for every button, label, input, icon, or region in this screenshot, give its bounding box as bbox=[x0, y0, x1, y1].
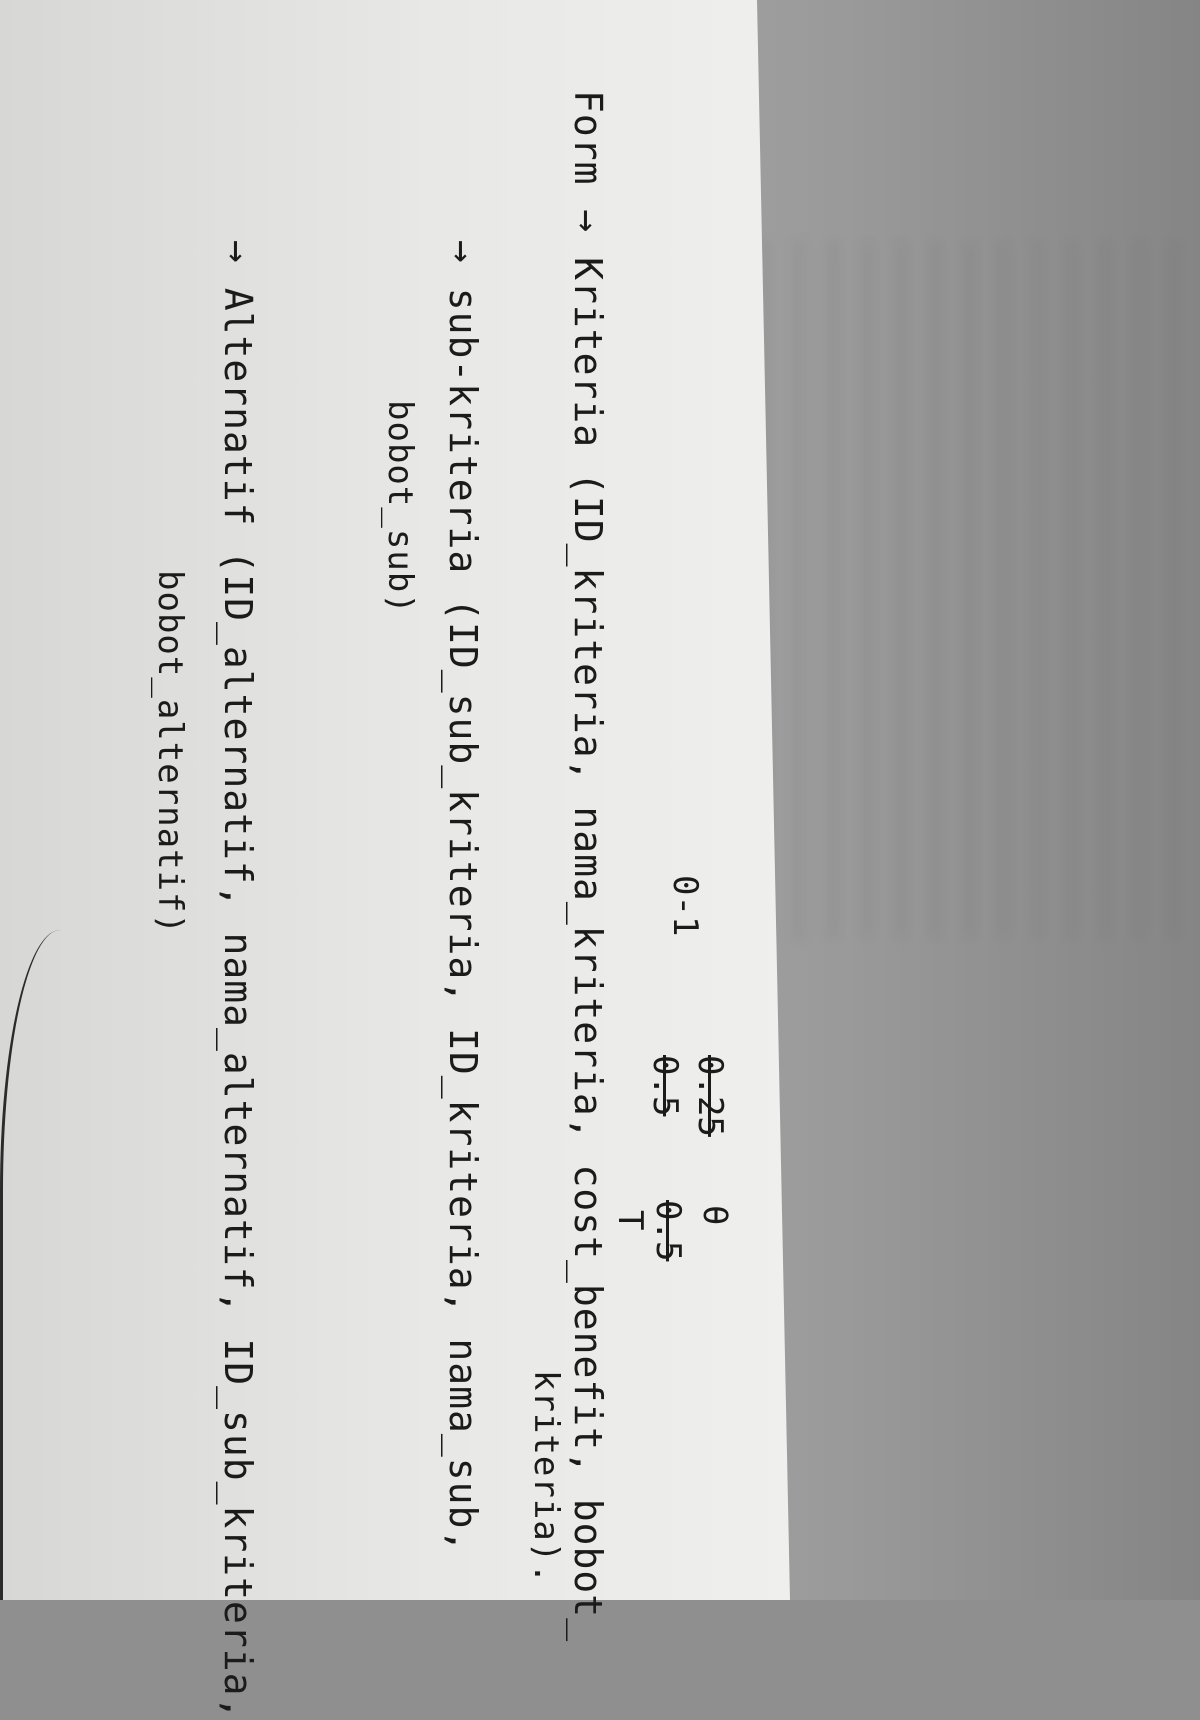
note-line-alternatif: → Alternatif (ID_alternatif, nama_alternatif, ID_sub_kriteria, bbox=[216, 240, 260, 1720]
annotation-crossed-3: 0.5 bbox=[648, 1200, 688, 1262]
annotation-t: T bbox=[610, 1210, 650, 1231]
note-line-alternatif-wrap: bobot_alternatif) bbox=[150, 570, 190, 935]
note-line-sub-kriteria: → sub-kriteria (ID_sub_kriteria, ID_kriteria, nama_sub, bbox=[441, 240, 485, 1554]
handwritten-note bbox=[50, 70, 735, 1720]
annotation-crossed-1: 0.25 bbox=[690, 1055, 730, 1137]
note-line-kriteria: Form → Kriteria (ID_kriteria, nama_kriteria, cost_benefit, bobot_ bbox=[566, 90, 610, 1643]
note-line-kriteria-wrap: kriteria). bbox=[526, 1370, 566, 1585]
blurred-printed-text bbox=[760, 240, 1180, 940]
note-line-sub-kriteria-wrap: bobot_sub) bbox=[380, 400, 420, 615]
annotation-range: 0-1 bbox=[665, 875, 705, 937]
annotation-theta: θ bbox=[695, 1205, 735, 1226]
annotation-crossed-2: 0.5 bbox=[645, 1055, 685, 1117]
